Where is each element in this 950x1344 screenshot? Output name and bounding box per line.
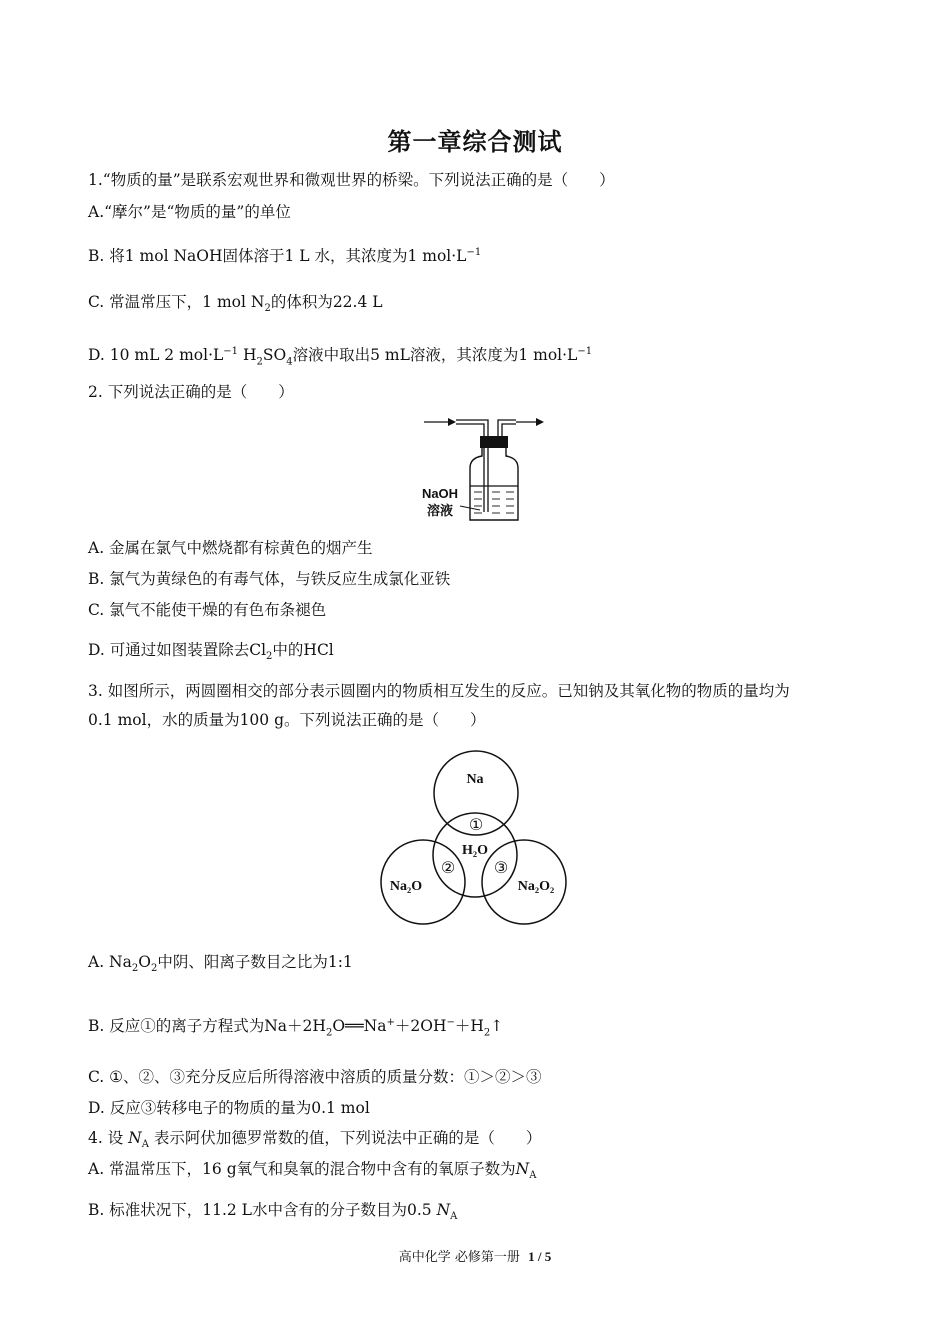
outlet-arrow-head	[536, 418, 544, 426]
q3-a-3: 中阴、阳离子数目之比为1:1	[157, 953, 353, 971]
q3-stem-line2: 0.1 mol，水的质量为100 g。下列说法正确的是（ ）	[88, 711, 486, 729]
q3-b-1: B. 反应①的离子方程式为Na＋2H	[88, 1017, 326, 1036]
q3-option-b	[88, 1013, 503, 1043]
q1-option-b	[88, 243, 481, 266]
q4-option-b	[88, 1200, 457, 1227]
q3-option-d: D. 反应③转移电子的物质的量为0.1 mol	[88, 1099, 370, 1117]
q4-b-na: N	[436, 1201, 451, 1219]
label-na2o2: Na₂O₂	[517, 879, 555, 894]
q2-option-b: B. 氯气为黄绿色的有毒气体，与铁反应生成氯化亚铁	[88, 570, 451, 588]
q4-stem-na-sub: A	[141, 1139, 149, 1151]
gas-washing-bottle-figure	[418, 412, 548, 530]
q4-stem	[88, 1128, 541, 1155]
q3-a-sub2: 2	[150, 963, 158, 975]
q4-stem-1: 4. 设	[88, 1129, 124, 1147]
q1-d-sub2: 4	[286, 356, 293, 368]
label-water: H₂O	[462, 843, 488, 858]
q2-d-pre: D. 可通过如图装置除去Cl	[88, 641, 267, 659]
footer-course: 高中化学 必修第一册	[398, 1250, 520, 1265]
q2-option-a: A. 金属在氯气中燃烧都有棕黄色的烟产生	[88, 539, 373, 557]
q1-c-sub: 2	[264, 303, 271, 315]
q1-d-1: D. 10 mL 2 mol·L	[88, 346, 224, 365]
q4-a-1: A. 常温常压下，16 g氧气和臭氧的混合物中含有的氧原子数为	[88, 1160, 516, 1178]
reaction-2-label: ②	[440, 858, 456, 877]
figure-label-solution: 溶液	[426, 504, 454, 519]
reaction-1-label: ①	[468, 815, 484, 834]
q1-d-2: H	[238, 346, 257, 365]
page-title: 第一章综合测试	[387, 128, 563, 156]
q1-option-d	[88, 342, 592, 372]
q4-a-na-sub: A	[529, 1170, 537, 1182]
q1-d-3: SO	[262, 346, 287, 365]
inlet-arrow-head	[448, 418, 456, 426]
q3-option-c: C. ①、②、③充分反应后所得溶液中溶质的质量分数：①＞②＞③	[88, 1068, 542, 1086]
q3-b-5: ↑	[490, 1017, 504, 1036]
q2-d-sub: 2	[266, 651, 273, 663]
q3-b-2: O══Na	[332, 1017, 387, 1036]
q1-option-a: A.“摩尔”是“物质的量”的单位	[88, 203, 291, 221]
q3-b-sub2: 2	[483, 1027, 491, 1039]
q3-b-4: ＋H	[454, 1017, 484, 1036]
q3-option-a	[88, 952, 353, 979]
label-na2o: Na₂O	[389, 879, 423, 894]
q3-stem-line1: 3. 如图所示，两圆圈相交的部分表示圆圈内的物质相互发生的反应。已知钠及其氧化物的物质的量均为	[88, 682, 790, 700]
q1-stem: 1.“物质的量”是联系宏观世界和微观世界的桥梁。下列说法正确的是（ ）	[88, 171, 615, 189]
q3-b-sub1: 2	[325, 1027, 333, 1039]
q1-b-sup: −1	[466, 247, 482, 258]
q2-option-c: C. 氯气不能使干燥的有色布条褪色	[88, 601, 327, 619]
q3-a-1: A. Na	[88, 953, 132, 971]
q4-option-a	[88, 1159, 536, 1186]
q4-a-na: N	[515, 1160, 530, 1178]
q4-stem-na: N	[128, 1129, 142, 1147]
footer-page-number: 1 / 5	[528, 1249, 552, 1264]
bottle-stopper	[480, 436, 508, 448]
label-na: Na	[466, 772, 484, 787]
inlet-tube	[456, 420, 488, 512]
q3-b-sup2: −	[446, 1017, 455, 1028]
q1-c-pre: C. 常温常压下，1 mol N	[88, 293, 265, 311]
q3-b-sup1: +	[386, 1017, 395, 1028]
page-footer	[0, 1246, 950, 1265]
q1-d-sup1: −1	[223, 346, 239, 357]
q4-b-1: B. 标准状况下，11.2 L水中含有的分子数目为0.5	[88, 1201, 432, 1219]
q1-d-sub1: 2	[256, 356, 263, 368]
q3-b-3: ＋2OH	[394, 1017, 447, 1036]
q1-option-c	[88, 292, 383, 319]
q1-d-sup2: −1	[577, 346, 593, 357]
q2-option-d	[88, 640, 334, 667]
q3-a-2: O	[138, 953, 151, 971]
q4-stem-2: 表示阿伏加德罗常数的值，下列说法中正确的是（ ）	[153, 1129, 542, 1147]
q2-d-post: 中的HCl	[272, 641, 334, 659]
reaction-3-label: ③	[493, 858, 509, 877]
q1-b-text: B. 将1 mol NaOH固体溶于1 L 水，其浓度为1 mol·L	[88, 247, 467, 266]
q1-d-4: 溶液中取出5 mL溶液，其浓度为1 mol·L	[292, 346, 578, 365]
q1-c-post: 的体积为22.4 L	[270, 293, 383, 311]
venn-reaction-figure	[376, 750, 568, 926]
q2-stem: 2. 下列说法正确的是（ ）	[88, 383, 294, 401]
figure-label-naoh: NaOH	[421, 486, 459, 501]
q4-b-na-sub: A	[450, 1211, 458, 1223]
q3-a-sub1: 2	[131, 963, 139, 975]
